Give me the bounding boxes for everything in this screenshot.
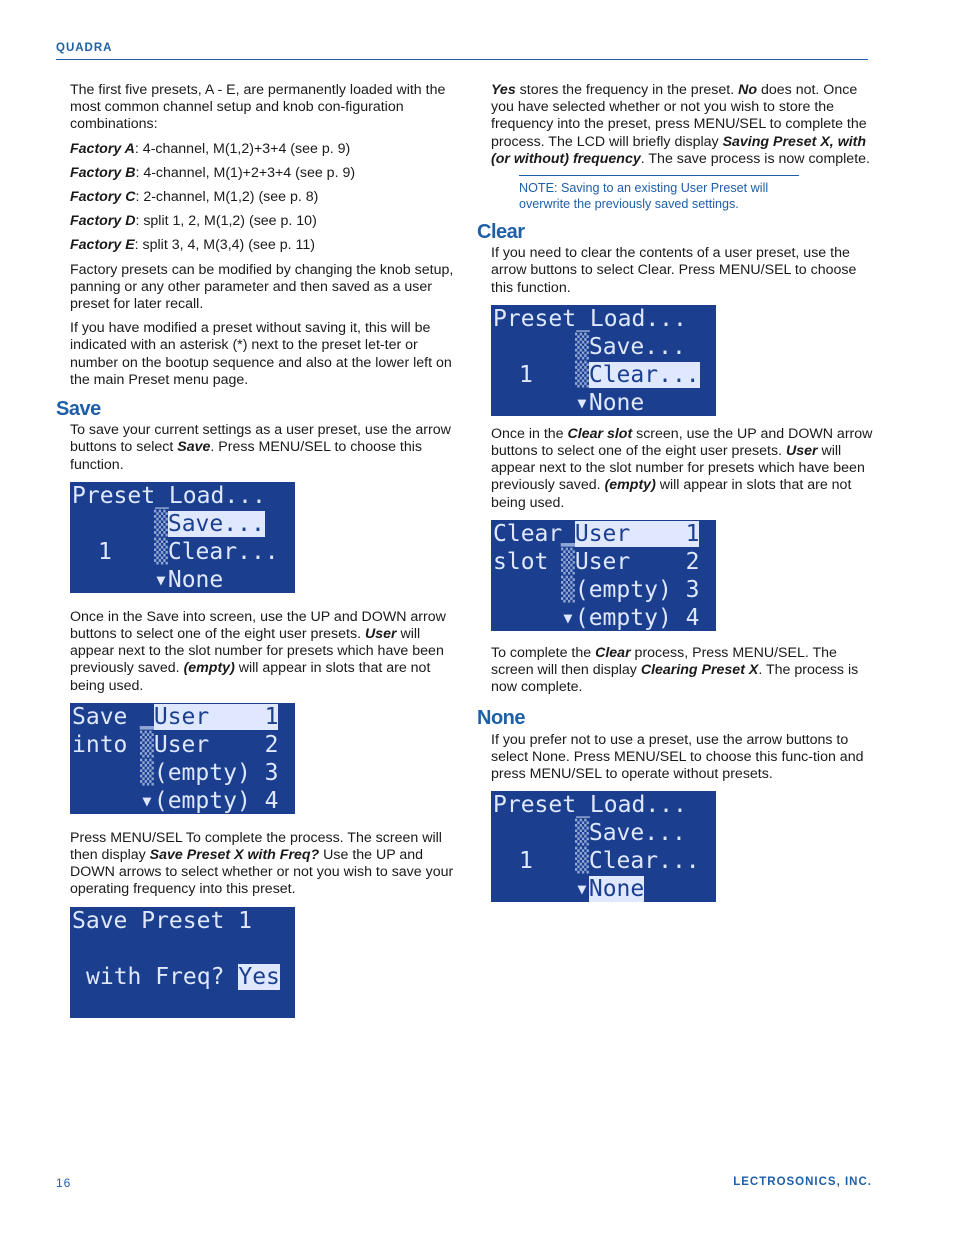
save-heading: Save	[56, 398, 101, 421]
lcd-selected-item: User 1	[574, 520, 700, 547]
lcd-selected-item: Save...	[167, 510, 265, 537]
lcd-line: into	[72, 731, 128, 758]
lcd-line: Preset_Load...	[493, 792, 687, 819]
lcd-line: Save	[72, 703, 128, 730]
intro-paragraph: The first five presets, A - E, are permanently loaded with the most common channel setup and knob con-figuration combinations:	[70, 82, 446, 133]
lcd-preset-menu-none: Preset_Load... ▒Save... 1 ▒Clear... ▾None	[491, 791, 716, 902]
lcd-line: (empty) 3	[574, 576, 700, 603]
left-column	[56, 82, 455, 1028]
clear-paragraph-3: To complete the Clear process, Press MENU/SEL. The screen will then display Clearing Preset X. The process is now complete.	[491, 644, 859, 696]
lcd-line: User 2	[153, 731, 279, 758]
lcd-line: Preset_Load...	[493, 305, 687, 332]
lcd-line: (empty) 4	[153, 787, 279, 814]
lcd-line: Clear...	[167, 538, 279, 565]
none-heading: None	[477, 707, 525, 730]
lcd-selected-item: None	[588, 876, 645, 903]
lcd-line: Clear	[493, 520, 563, 547]
factory-c: Factory C: 2-channel, M(1,2) (see p. 8)	[70, 189, 319, 206]
yes-no-paragraph: Yes stores the frequency in the preset. No does not. Once you have selected whether or not you wish to store the frequency into the preset, press MENU/SEL to complete the process. The LCD will briefly display Saving Preset X, with (or without) frequency. The save process is now complete.	[491, 82, 870, 167]
clear-paragraph-2: Once in the Clear slot screen, use the UP and DOWN arrow buttons to select one of the eight user presets. User will appear next to the slot number for presets which have been previously saved. (empty) will appear in slots that are not being used.	[491, 425, 873, 511]
clear-paragraph-1: If you need to clear the contents of a user preset, use the arrow buttons to select Clear. Press MENU/SEL to choose this function.	[491, 245, 857, 296]
lcd-line: Save Preset 1	[72, 907, 253, 934]
lcd-line: slot	[493, 548, 549, 575]
lcd-number: 1	[519, 848, 533, 875]
lcd-line: Clear...	[588, 848, 700, 875]
footer-company: LECTROSONICS, INC.	[733, 1176, 872, 1188]
lcd-line: with Freq?	[86, 963, 225, 990]
page-number: 16	[56, 1176, 72, 1190]
save-paragraph-3: Press MENU/SEL To complete the process. The screen will then display Save Preset X with Freq? Use the UP and DOWN arrows to select whether or not you wish to save your operating frequency into this preset.	[70, 829, 454, 898]
save-paragraph-2: Once in the Save into screen, use the UP and DOWN arrow buttons to select one of the eight user presets. User will appear next to the slot number for presets which have been previously saved. (empty) will appear in slots that are not being used.	[70, 608, 446, 694]
clear-heading: Clear	[477, 221, 525, 244]
lcd-preset-menu-clear: Preset_Load... ▒Save... 1 ▒Clear... ▾None	[491, 305, 716, 416]
factory-a: Factory A: 4-channel, M(1,2)+3+4 (see p. 9)	[70, 140, 351, 157]
lcd-line: User 2	[574, 548, 700, 575]
lcd-save-freq	[70, 907, 295, 1018]
lcd-line: None	[167, 566, 224, 593]
lcd-save-into: Save into ▁User 1 ▒User 2 ▒(empty) 3 ▾(empty) 4	[70, 703, 295, 814]
running-header: QUADRA	[56, 42, 113, 54]
lcd-preset-menu-save: Preset_Load... ▒Save... 1 ▒Clear... ▾None	[70, 482, 295, 593]
lcd-line: (empty) 4	[574, 604, 700, 631]
lcd-line: Save...	[588, 820, 686, 847]
factory-e: Factory E: split 3, 4, M(3,4) (see p. 11)	[70, 237, 315, 254]
none-paragraph: If you prefer not to use a preset, use the arrow buttons to select None. Press MENU/SEL to choose this func-tion and press MENU/SEL to operate without presets.	[491, 731, 864, 783]
right-column	[477, 82, 876, 912]
note-box: NOTE: Saving to an existing User Preset will overwrite the previously saved settings.	[519, 175, 799, 212]
lcd-selected-item: Yes	[238, 963, 280, 990]
header-rule	[56, 59, 868, 60]
lcd-selected-item: User 1	[153, 703, 279, 730]
asterisk-paragraph: If you have modified a preset without saving it, this will be indicated with an asterisk (*) next to the preset let-ter or number on the bootup sequence and also at the lower left on the main Preset menu page.	[70, 320, 452, 388]
modify-paragraph: Factory presets can be modified by changing the knob setup, panning or any other parameter and then saved as a user preset for later recall.	[70, 261, 454, 313]
save-paragraph-1: To save your current settings as a user preset, use the arrow buttons to select Save. Press MENU/SEL to choose this function.	[70, 422, 451, 473]
lcd-number: 1	[98, 538, 112, 565]
factory-b: Factory B: 4-channel, M(1)+2+3+4 (see p. 9)	[70, 164, 356, 181]
lcd-selected-item: Clear...	[588, 361, 700, 388]
lcd-number: 1	[519, 361, 533, 388]
lcd-clear-slot: Clear slot ▁User 1 ▒User 2 ▒(empty) 3 ▾(empty) 4	[491, 520, 716, 631]
lcd-line: None	[588, 389, 645, 416]
lcd-line: Preset_Load...	[72, 482, 266, 509]
lcd-line: Save...	[588, 333, 686, 360]
lcd-line: (empty) 3	[153, 759, 279, 786]
factory-d: Factory D: split 1, 2, M(1,2) (see p. 10)	[70, 213, 317, 230]
